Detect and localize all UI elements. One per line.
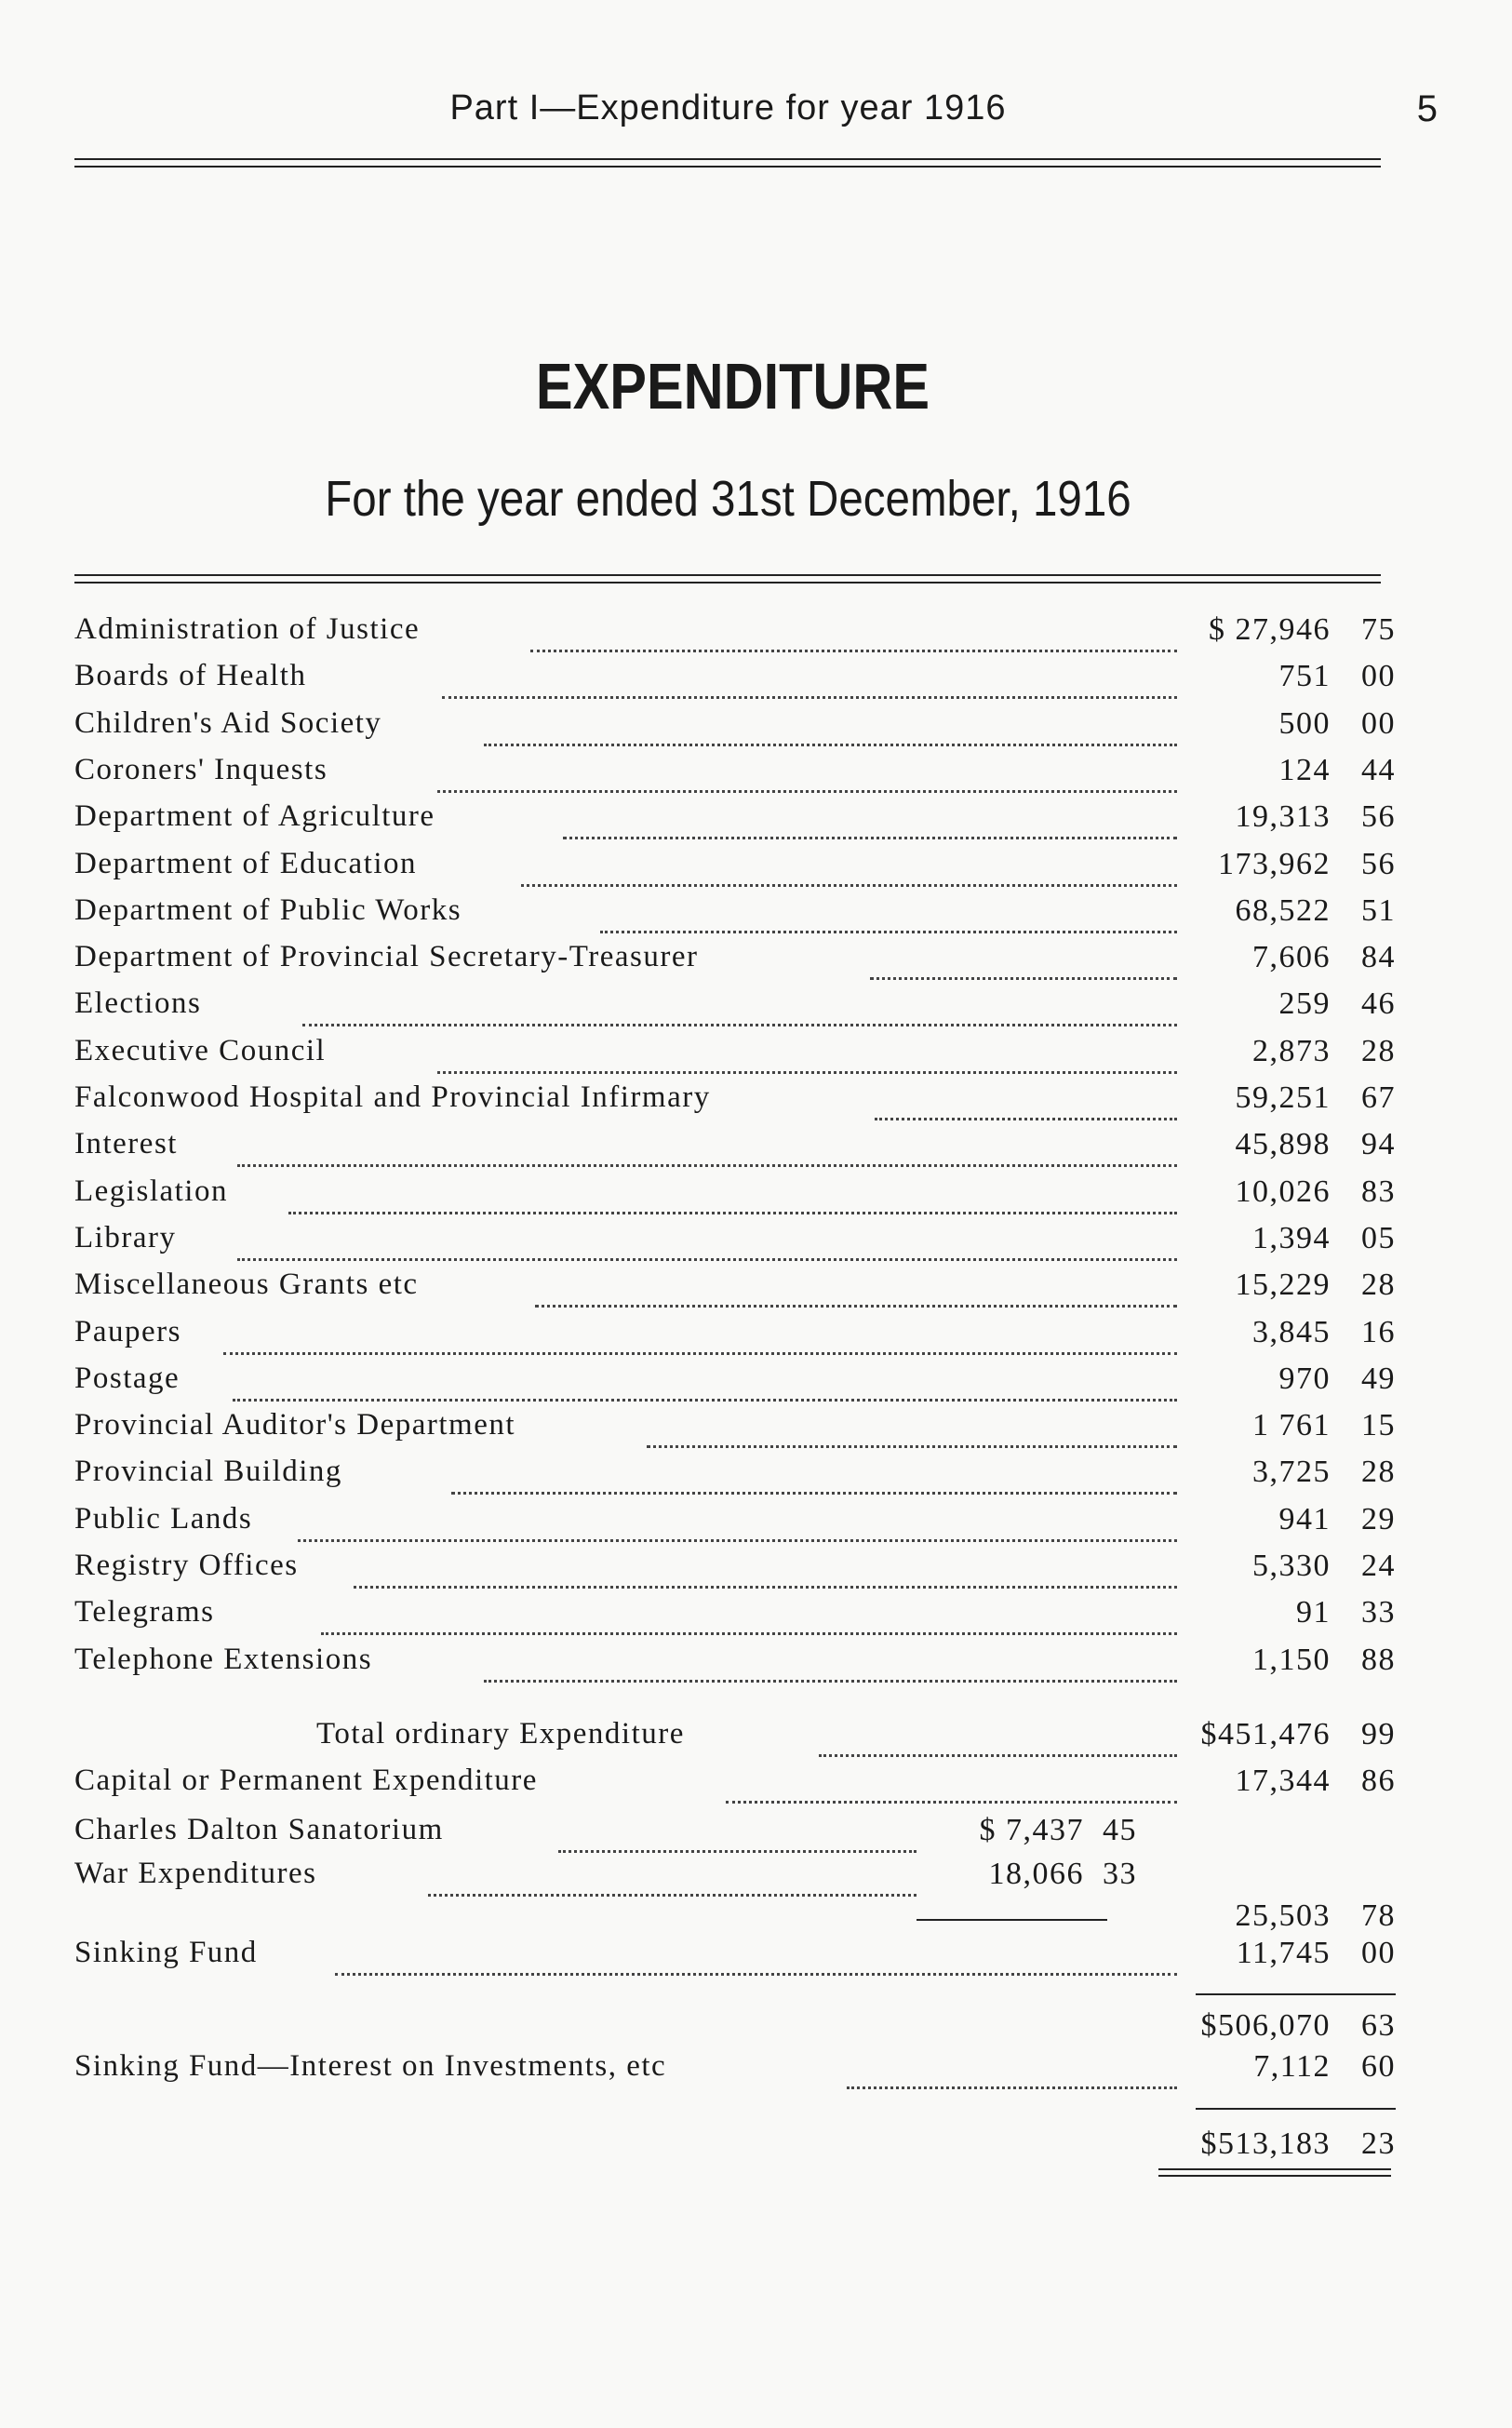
item-amount: 5,330 [1252, 1549, 1331, 1583]
item-label: Provincial Building [74, 1455, 342, 1489]
expenditure-row [74, 799, 1396, 846]
expenditure-row [74, 847, 1396, 893]
leader-dots [521, 847, 1177, 887]
item-label: Coroners' Inquests [74, 752, 328, 786]
item-cents: 29 [1361, 1501, 1396, 1536]
sinking-interest-row [74, 2049, 1396, 2096]
total-ordinary-row [74, 1717, 1396, 1764]
item-cents: 16 [1361, 1314, 1396, 1349]
item-amount: 1,394 [1252, 1220, 1331, 1255]
item-label: Executive Council [74, 1033, 327, 1067]
item-label: Public Lands [74, 1501, 253, 1536]
leader-dots [354, 1549, 1177, 1589]
sinking-interest-cents: 60 [1361, 2049, 1396, 2084]
expenditure-row [74, 986, 1396, 1033]
leader-dots [530, 612, 1177, 652]
sinking-interest-label: Sinking Fund—Interest on Investments, etc [74, 2049, 667, 2083]
leader-dots [875, 1080, 1177, 1120]
leader-dots [600, 893, 1177, 933]
item-amount: 124 [1278, 752, 1331, 787]
item-cents: 44 [1361, 752, 1396, 787]
leader-dots [428, 1857, 917, 1897]
item-amount: 751 [1278, 659, 1331, 694]
capital-item-row [74, 1813, 1396, 1859]
expenditure-row [74, 1127, 1396, 1174]
capital-item-label: War Expenditures [74, 1857, 317, 1890]
subtotal-cents: 63 [1361, 2008, 1396, 2043]
capital-label: Capital or Permanent Expenditure [74, 1764, 538, 1797]
expenditure-row [74, 612, 1396, 659]
item-amount: 500 [1278, 705, 1331, 741]
expenditure-row [74, 1408, 1396, 1455]
capital-row [74, 1764, 1396, 1810]
item-amount: 19,313 [1235, 799, 1331, 835]
item-amount: 1 761 [1252, 1408, 1331, 1443]
total-ordinary-label: Total ordinary Expenditure [316, 1717, 685, 1751]
item-cents: 49 [1361, 1361, 1396, 1396]
item-label: Provincial Auditor's Department [74, 1408, 516, 1442]
capital-amount: 17,344 [1235, 1764, 1331, 1798]
item-amount: $ 27,946 [1209, 612, 1331, 647]
leader-dots [237, 1221, 1177, 1261]
item-cents: 24 [1361, 1549, 1396, 1583]
header-double-rule [74, 158, 1381, 168]
total-ordinary-amount: $451,476 [1200, 1717, 1331, 1751]
item-label: Elections [74, 986, 202, 1021]
leader-dots [437, 753, 1177, 793]
leader-dots [870, 940, 1177, 980]
expenditure-row [74, 1034, 1396, 1080]
expenditure-row [74, 1595, 1396, 1642]
item-cents: 88 [1361, 1642, 1396, 1677]
item-label: Department of Agriculture [74, 799, 435, 834]
item-label: Telegrams [74, 1595, 215, 1630]
item-amount: 91 [1296, 1595, 1331, 1630]
capital-subtotal-amount: 25,503 [1235, 1898, 1331, 1933]
item-amount: 1,150 [1252, 1642, 1331, 1677]
item-amount: 10,026 [1235, 1174, 1331, 1209]
item-amount: 3,845 [1252, 1314, 1331, 1349]
item-amount: 15,229 [1235, 1268, 1331, 1303]
grand-total-amount: $513,183 [1200, 2126, 1331, 2161]
capital-item-cents: 45 [1103, 1813, 1137, 1847]
sinking-fund-row [74, 1936, 1396, 1982]
item-amount: 68,522 [1235, 892, 1331, 928]
leader-dots [302, 986, 1177, 1026]
item-amount: 45,898 [1235, 1127, 1331, 1162]
sinking-fund-cents: 00 [1361, 1936, 1396, 1970]
item-label: Falconwood Hospital and Provincial Infirmary [74, 1080, 711, 1114]
sinking-fund-amount: 11,745 [1236, 1936, 1331, 1970]
item-amount: 259 [1278, 986, 1331, 1022]
item-cents: 00 [1361, 659, 1396, 694]
item-cents: 28 [1361, 1268, 1396, 1303]
leader-dots [558, 1813, 917, 1853]
expenditure-row [74, 659, 1396, 705]
item-label: Administration of Justice [74, 612, 421, 646]
item-label: Children's Aid Society [74, 705, 382, 740]
leader-dots [223, 1315, 1177, 1355]
capital-item-cents: 33 [1103, 1857, 1137, 1891]
grand-total-row [74, 2126, 1396, 2173]
item-cents: 00 [1361, 705, 1396, 741]
leader-dots [647, 1408, 1177, 1448]
expenditure-row [74, 1549, 1396, 1595]
item-cents: 15 [1361, 1408, 1396, 1443]
item-label: Interest [74, 1127, 178, 1161]
item-amount: 7,606 [1252, 940, 1331, 975]
item-label: Department of Public Works [74, 892, 462, 927]
grand-total-underline [1158, 2168, 1391, 2170]
item-label: Department of Provincial Secretary-Treasurer [74, 940, 699, 974]
item-cents: 67 [1361, 1080, 1396, 1115]
item-cents: 33 [1361, 1595, 1396, 1630]
leader-dots [484, 1643, 1177, 1683]
leader-dots [484, 706, 1177, 746]
page-number: 5 [1416, 88, 1438, 129]
expenditure-row [74, 706, 1396, 753]
leader-dots [437, 1034, 1177, 1074]
sinking-interest-amount: 7,112 [1253, 2049, 1331, 2084]
item-amount: 970 [1278, 1361, 1331, 1396]
expenditure-row [74, 1080, 1396, 1127]
item-amount: 59,251 [1235, 1080, 1331, 1115]
item-label: Postage [74, 1361, 181, 1395]
leader-dots [298, 1502, 1177, 1542]
leader-dots [451, 1455, 1177, 1495]
item-cents: 84 [1361, 940, 1396, 975]
item-cents: 28 [1361, 1455, 1396, 1490]
expenditure-row [74, 1502, 1396, 1549]
leader-dots [847, 2049, 1177, 2089]
item-amount: 941 [1278, 1501, 1331, 1536]
leader-dots [819, 1717, 1177, 1757]
capital-item-label: Charles Dalton Sanatorium [74, 1813, 444, 1846]
capital-item-row [74, 1857, 1396, 1903]
item-cents: 51 [1361, 892, 1396, 928]
item-amount: 3,725 [1252, 1455, 1331, 1490]
expenditure-row [74, 1268, 1396, 1314]
leader-dots [535, 1268, 1177, 1308]
leader-dots [442, 659, 1177, 699]
leader-dots [726, 1764, 1177, 1804]
expenditure-row [74, 940, 1396, 986]
subtotal-row [74, 2008, 1396, 2055]
item-cents: 46 [1361, 986, 1396, 1022]
item-label: Boards of Health [74, 659, 307, 693]
item-label: Telephone Extensions [74, 1642, 373, 1676]
expenditure-row [74, 1455, 1396, 1501]
page-subtitle: For the year ended 31st December, 1916 [325, 471, 1131, 527]
item-cents: 56 [1361, 846, 1396, 881]
expenditure-row [74, 1174, 1396, 1221]
capital-subtotal-cents: 78 [1361, 1898, 1396, 1933]
running-header-title: Part I—Expenditure for year 1916 [449, 88, 1007, 127]
item-amount: 2,873 [1252, 1033, 1331, 1068]
leader-dots [335, 1936, 1177, 1976]
item-label: Paupers [74, 1314, 181, 1348]
running-header [74, 88, 1438, 135]
subtotal-rule [1196, 1993, 1396, 1995]
expenditure-row [74, 1643, 1396, 1689]
item-cents: 56 [1361, 799, 1396, 835]
page-title: EXPENDITURE [535, 350, 930, 423]
leader-dots [237, 1127, 1177, 1167]
table-top-double-rule [74, 574, 1381, 584]
item-cents: 05 [1361, 1220, 1396, 1255]
item-label: Library [74, 1220, 177, 1254]
expenditure-row [74, 1221, 1396, 1268]
item-label: Miscellaneous Grants etc [74, 1268, 419, 1302]
item-amount: 173,962 [1218, 846, 1331, 881]
item-label: Department of Education [74, 846, 418, 880]
item-cents: 94 [1361, 1127, 1396, 1162]
total-rule [1196, 2108, 1396, 2110]
subtotal-amount: $506,070 [1200, 2008, 1331, 2043]
capital-item-amount: $ 7,437 [979, 1813, 1084, 1847]
capital-cents: 86 [1361, 1764, 1396, 1798]
expenditure-row [74, 1362, 1396, 1408]
leader-dots [563, 799, 1177, 839]
item-cents: 28 [1361, 1033, 1396, 1068]
item-cents: 83 [1361, 1174, 1396, 1209]
grand-total-underline [1158, 2175, 1391, 2177]
expenditure-row [74, 753, 1396, 799]
leader-dots [233, 1362, 1177, 1402]
leader-dots [288, 1174, 1177, 1214]
item-cents: 75 [1361, 612, 1396, 647]
expenditure-row [74, 893, 1396, 940]
item-label: Legislation [74, 1174, 228, 1208]
leader-dots [321, 1595, 1177, 1635]
sinking-fund-label: Sinking Fund [74, 1936, 258, 1969]
capital-item-amount: 18,066 [988, 1857, 1084, 1891]
item-label: Registry Offices [74, 1549, 299, 1582]
grand-total-cents: 23 [1361, 2126, 1396, 2161]
total-ordinary-cents: 99 [1361, 1717, 1396, 1751]
expenditure-row [74, 1315, 1396, 1362]
